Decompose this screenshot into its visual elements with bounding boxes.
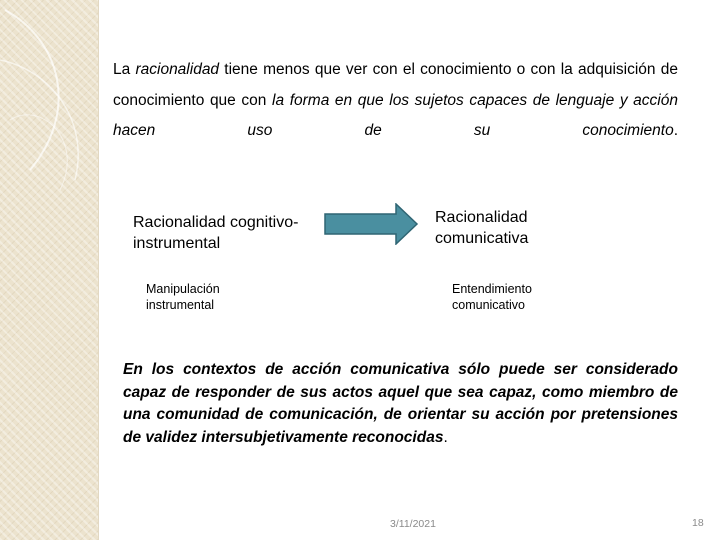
page-number: 18 (692, 517, 704, 529)
right-arrow-icon (324, 203, 419, 245)
slide-date: 3/11/2021 (390, 518, 436, 530)
right-concept-title: Racionalidad comunicativa (435, 209, 529, 247)
decorative-sidebar (0, 0, 99, 540)
decorative-swirl (0, 0, 98, 200)
right-concept-subtitle: Entendimiento comunicativo (452, 282, 532, 312)
left-concept-title: Racionalidad cognitivo-instrumental (133, 214, 299, 252)
intro-paragraph: La racionalidad tiene menos que ver con el conocimiento o con la adquisición de conocimiento que con la forma en que los sujetos capaces de lenguaje y acción hacen uso de su conocimiento. (113, 61, 678, 139)
quote-paragraph: En los contextos de acción comunicativa sólo puede ser considerado capaz de responder de sus actos aquel que sea capaz, como miembro de una comunidad de comunicación, de orientar su acción por pretensiones de validez intersubjetivamente reconocidas. (123, 361, 678, 446)
left-concept-subtitle: Manipulación instrumental (146, 282, 220, 312)
